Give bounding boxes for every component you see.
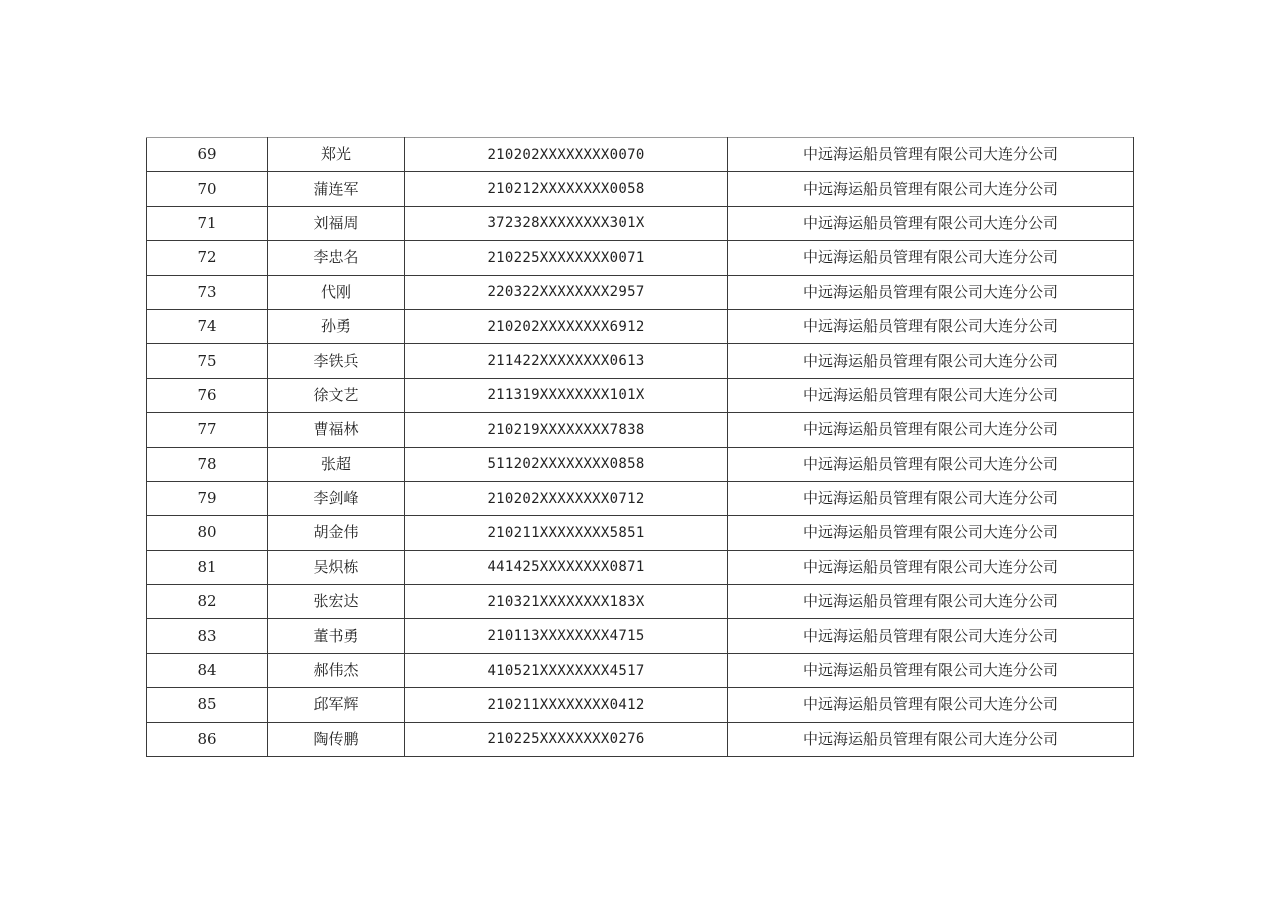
person-name-cell: 张超 xyxy=(268,447,405,481)
id-number-cell: 210211XXXXXXXX5851 xyxy=(405,516,728,550)
person-name-cell: 孙勇 xyxy=(268,309,405,343)
person-name-cell: 李忠名 xyxy=(268,241,405,275)
id-number-cell: 210113XXXXXXXX4715 xyxy=(405,619,728,653)
table-row xyxy=(147,516,1134,550)
row-number-cell: 82 xyxy=(147,585,268,619)
table-row xyxy=(147,309,1134,343)
organization-cell: 中远海运船员管理有限公司大连分公司 xyxy=(728,481,1134,515)
table-row xyxy=(147,172,1134,206)
id-number-cell: 210321XXXXXXXX183X xyxy=(405,585,728,619)
person-name-cell: 蒲连军 xyxy=(268,172,405,206)
row-number-cell: 83 xyxy=(147,619,268,653)
row-number-cell: 69 xyxy=(147,138,268,172)
person-name-cell: 张宏达 xyxy=(268,585,405,619)
row-number-cell: 86 xyxy=(147,722,268,756)
table-row xyxy=(147,206,1134,240)
organization-cell: 中远海运船员管理有限公司大连分公司 xyxy=(728,447,1134,481)
id-number-cell: 210202XXXXXXXX0070 xyxy=(405,138,728,172)
organization-cell: 中远海运船员管理有限公司大连分公司 xyxy=(728,550,1134,584)
person-name-cell: 陶传鹏 xyxy=(268,722,405,756)
person-name-cell: 代刚 xyxy=(268,275,405,309)
id-number-cell: 210219XXXXXXXX7838 xyxy=(405,413,728,447)
person-name-cell: 刘福周 xyxy=(268,206,405,240)
person-name-cell: 郝伟杰 xyxy=(268,653,405,687)
row-number-cell: 73 xyxy=(147,275,268,309)
id-number-cell: 210211XXXXXXXX0412 xyxy=(405,688,728,722)
person-name-cell: 吴炽栋 xyxy=(268,550,405,584)
table-row xyxy=(147,481,1134,515)
table-row xyxy=(147,344,1134,378)
person-name-cell: 曹福林 xyxy=(268,413,405,447)
id-number-cell: 210202XXXXXXXX6912 xyxy=(405,309,728,343)
organization-cell: 中远海运船员管理有限公司大连分公司 xyxy=(728,516,1134,550)
person-name-cell: 郑光 xyxy=(268,138,405,172)
id-number-cell: 211319XXXXXXXX101X xyxy=(405,378,728,412)
organization-cell: 中远海运船员管理有限公司大连分公司 xyxy=(728,344,1134,378)
id-number-cell: 210202XXXXXXXX0712 xyxy=(405,481,728,515)
personnel-table-body xyxy=(147,138,1134,757)
organization-cell: 中远海运船员管理有限公司大连分公司 xyxy=(728,413,1134,447)
organization-cell: 中远海运船员管理有限公司大连分公司 xyxy=(728,653,1134,687)
row-number-cell: 71 xyxy=(147,206,268,240)
id-number-cell: 511202XXXXXXXX0858 xyxy=(405,447,728,481)
organization-cell: 中远海运船员管理有限公司大连分公司 xyxy=(728,585,1134,619)
row-number-cell: 81 xyxy=(147,550,268,584)
table-row xyxy=(147,241,1134,275)
person-name-cell: 徐文艺 xyxy=(268,378,405,412)
person-name-cell: 李铁兵 xyxy=(268,344,405,378)
row-number-cell: 75 xyxy=(147,344,268,378)
table-row xyxy=(147,688,1134,722)
row-number-cell: 77 xyxy=(147,413,268,447)
id-number-cell: 372328XXXXXXXX301X xyxy=(405,206,728,240)
organization-cell: 中远海运船员管理有限公司大连分公司 xyxy=(728,722,1134,756)
id-number-cell: 210225XXXXXXXX0071 xyxy=(405,241,728,275)
organization-cell: 中远海运船员管理有限公司大连分公司 xyxy=(728,172,1134,206)
row-number-cell: 72 xyxy=(147,241,268,275)
organization-cell: 中远海运船员管理有限公司大连分公司 xyxy=(728,275,1134,309)
row-number-cell: 80 xyxy=(147,516,268,550)
person-name-cell: 董书勇 xyxy=(268,619,405,653)
table-row xyxy=(147,653,1134,687)
organization-cell: 中远海运船员管理有限公司大连分公司 xyxy=(728,138,1134,172)
organization-cell: 中远海运船员管理有限公司大连分公司 xyxy=(728,619,1134,653)
row-number-cell: 84 xyxy=(147,653,268,687)
table-row xyxy=(147,619,1134,653)
person-name-cell: 胡金伟 xyxy=(268,516,405,550)
table-row xyxy=(147,413,1134,447)
organization-cell: 中远海运船员管理有限公司大连分公司 xyxy=(728,378,1134,412)
id-number-cell: 441425XXXXXXXX0871 xyxy=(405,550,728,584)
person-name-cell: 李剑峰 xyxy=(268,481,405,515)
id-number-cell: 211422XXXXXXXX0613 xyxy=(405,344,728,378)
table-row xyxy=(147,585,1134,619)
id-number-cell: 210212XXXXXXXX0058 xyxy=(405,172,728,206)
table-row xyxy=(147,447,1134,481)
personnel-table xyxy=(146,137,1134,757)
row-number-cell: 85 xyxy=(147,688,268,722)
table-row xyxy=(147,275,1134,309)
id-number-cell: 410521XXXXXXXX4517 xyxy=(405,653,728,687)
organization-cell: 中远海运船员管理有限公司大连分公司 xyxy=(728,206,1134,240)
row-number-cell: 76 xyxy=(147,378,268,412)
organization-cell: 中远海运船员管理有限公司大连分公司 xyxy=(728,241,1134,275)
table-row xyxy=(147,722,1134,756)
table-row xyxy=(147,550,1134,584)
id-number-cell: 210225XXXXXXXX0276 xyxy=(405,722,728,756)
row-number-cell: 79 xyxy=(147,481,268,515)
table-row xyxy=(147,138,1134,172)
row-number-cell: 70 xyxy=(147,172,268,206)
organization-cell: 中远海运船员管理有限公司大连分公司 xyxy=(728,688,1134,722)
row-number-cell: 74 xyxy=(147,309,268,343)
row-number-cell: 78 xyxy=(147,447,268,481)
table-row xyxy=(147,378,1134,412)
id-number-cell: 220322XXXXXXXX2957 xyxy=(405,275,728,309)
organization-cell: 中远海运船员管理有限公司大连分公司 xyxy=(728,309,1134,343)
person-name-cell: 邱军辉 xyxy=(268,688,405,722)
